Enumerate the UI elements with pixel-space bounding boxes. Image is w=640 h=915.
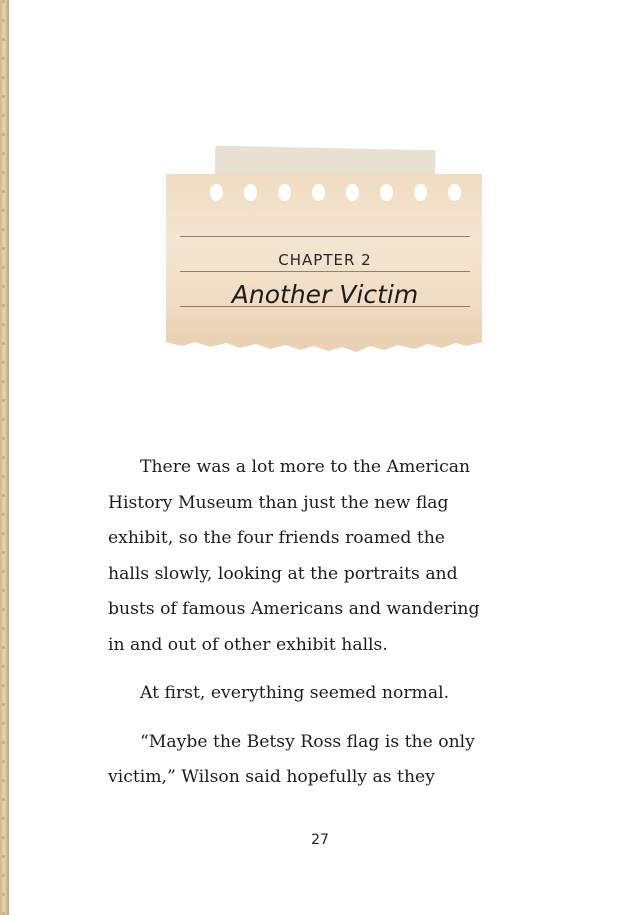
text-line: halls slowly, looking at the portraits and <box>108 563 458 584</box>
binder-hole <box>346 184 359 201</box>
binder-hole <box>448 184 461 201</box>
binder-hole <box>244 184 257 201</box>
text-line: History Museum than just the new flag <box>108 492 449 513</box>
text-line: “Maybe the Betsy Ross flag is the only <box>140 731 475 752</box>
ruled-line <box>180 271 470 272</box>
ruled-line <box>180 236 470 237</box>
text-line: in and out of other exhibit halls. <box>108 634 388 655</box>
page-number: 27 <box>311 832 329 848</box>
chapter-label: CHAPTER 2 <box>278 251 372 269</box>
binder-hole <box>278 184 291 201</box>
binder-hole <box>380 184 393 201</box>
text-line: exhibit, so the four friends roamed the <box>108 528 445 548</box>
paragraph <box>108 676 560 712</box>
chapter-title: Another Victim <box>231 280 419 309</box>
book-spine-edge <box>0 0 9 915</box>
text-line: At first, everything seemed normal. <box>140 683 450 703</box>
paragraph <box>108 450 560 663</box>
chapter-heading-note <box>160 140 490 365</box>
binder-hole <box>210 184 223 201</box>
binder-hole <box>312 184 325 201</box>
chapter-body <box>108 450 560 796</box>
binder-hole <box>414 184 427 201</box>
text-line: busts of famous Americans and wandering <box>108 599 480 619</box>
text-line: victim,” Wilson said hopefully as they <box>108 767 435 787</box>
torn-paper-edge <box>166 336 482 358</box>
paragraph <box>108 725 560 796</box>
text-line: There was a lot more to the American <box>140 457 471 477</box>
